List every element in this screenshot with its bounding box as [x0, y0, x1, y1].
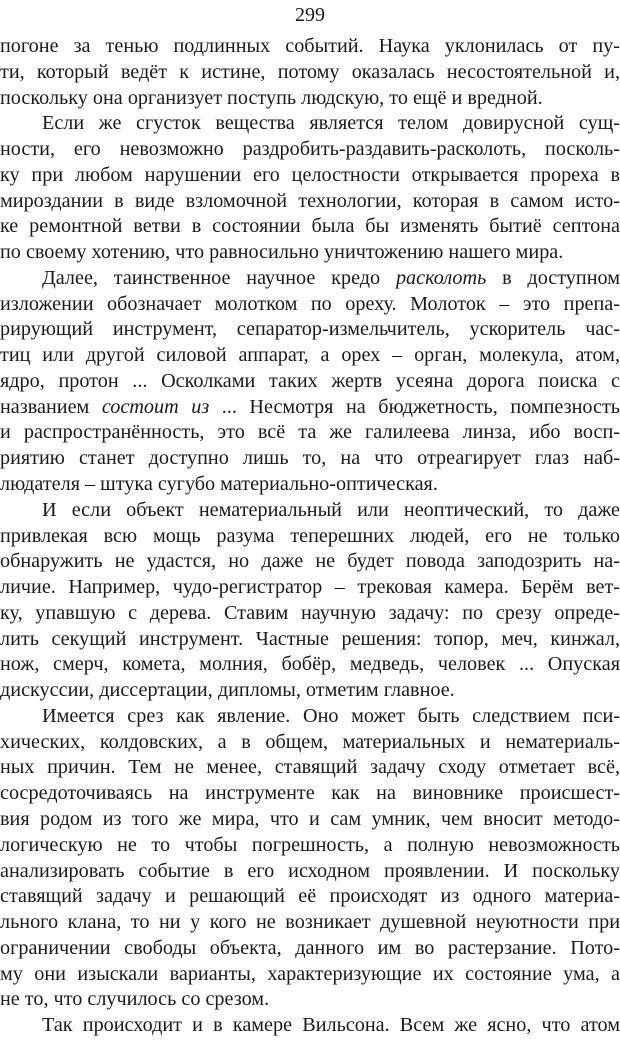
text-line: хических, колдовских, а в общем, материальных и нематериаль-	[0, 730, 620, 753]
text-line: по своему хотению, что равносильно уничтожению нашего мира.	[0, 241, 564, 264]
text-line: личие. Например, чудо-регистратор – трековая камера. Берём вет-	[0, 576, 620, 599]
italic-term: состоит из	[101, 395, 210, 418]
text-line-with-italic	[0, 395, 620, 421]
text-line: вия родом из того же мира, что и сам умник, чем вносит методо-	[0, 807, 620, 830]
text-line: Так происходит и в камере Вильсона. Всем же ясно, что атом	[42, 1014, 620, 1037]
text-line: людателя – штука сугубо материально-оптическая.	[0, 473, 438, 496]
text-segment: названием	[0, 395, 102, 418]
text-line: анализировать событие в его исходном проявлении. И поскольку	[0, 859, 620, 882]
text-line: дискуссии, диссертации, дипломы, отметим главное.	[0, 679, 455, 702]
text-line: ке ремонтной ветви в состоянии была бы изменять бытиё септона	[0, 215, 620, 238]
text-line: ку, упавшую с дерева. Ставим научную задачу: по срезу опреде-	[0, 601, 620, 624]
text-line: поскольку она организует поступь людскую, то ещё и вредной.	[0, 86, 543, 109]
text-line-with-italic	[0, 266, 620, 292]
page-number: 299	[295, 4, 325, 26]
text-line: Имеется срез как явление. Оно может быть следствием пси-	[42, 704, 620, 727]
text-line: му они изыскали варианты, характеризующие их состояние ума, а	[0, 962, 620, 985]
text-line: Если же сгусток вещества является телом довирусной сущ-	[42, 112, 620, 135]
text-line: ядро, протон ... Осколками таких жертв усеяна дорога поиска с	[0, 369, 620, 392]
body-text	[0, 34, 620, 1039]
text-line: сосредоточиваясь на инструменте как на виновнике происшест-	[0, 782, 620, 805]
text-line: изложении обозначает молотком по ореху. Молоток – это препа-	[0, 292, 620, 315]
text-line: нож, смерч, комета, молния, бобёр, медведь, человек ... Опуская	[0, 653, 620, 676]
text-line: тиц или другой силовой аппарат, а орех – орган, молекула, атом,	[0, 344, 620, 367]
text-line: лить секущий инструмент. Частные решения: топор, меч, кинжал,	[0, 627, 620, 650]
text-line: логическую не то чтобы погрешность, а полную невозможность	[0, 833, 620, 856]
italic-term: расколоть	[395, 266, 487, 289]
text-line: риятию станет доступно лишь то, на что отреагирует глаз наб-	[0, 447, 620, 470]
text-line: погоне за тенью подлинных событий. Наука уклонилась от пу-	[0, 35, 620, 57]
text-line: ставящий задачу и решающий её происходят из одного материа-	[0, 885, 620, 908]
text-line: не то, что случилось со срезом.	[0, 988, 270, 1011]
text-line: льного клана, то ни у кого не возникает душевной неуютности при	[0, 911, 620, 934]
text-line: привлекая всю мощь разума теперешних людей, его не только	[0, 524, 620, 547]
text-line: ку при любом нарушении его целостности открывается прореха в	[0, 163, 620, 186]
text-line: ти, который ведёт к истине, потому оказалась несостоятельной и,	[0, 60, 620, 83]
text-line: ности, его невозможно раздробить-раздавить-расколоть, посколь-	[0, 138, 620, 161]
text-line: мироздании в виде взломочной технологии, которая в самом исто-	[0, 189, 620, 212]
text-segment: Далее, таинственное научное кредо	[42, 266, 396, 289]
text-line: рирующий инструмент, сепаратор-измельчитель, ускоритель час-	[0, 318, 620, 341]
text-segment: ... Несмотря на бюджетность, помпезность	[209, 395, 620, 418]
text-line: и распространённость, это всё та же галилеева линза, ибо восп-	[0, 421, 620, 444]
text-line: обнаружить не удастся, но даже не будет повода заподозрить на-	[0, 550, 620, 573]
text-line: И если объект нематериальный или неоптический, то даже	[42, 498, 620, 521]
text-line: ограничении свободы объекта, данного им во растерзание. Пото-	[0, 936, 620, 959]
text-segment: в доступном	[486, 266, 620, 289]
text-line: ных причин. Тем не менее, ставящий задачу сходу отметает всё,	[0, 756, 620, 779]
